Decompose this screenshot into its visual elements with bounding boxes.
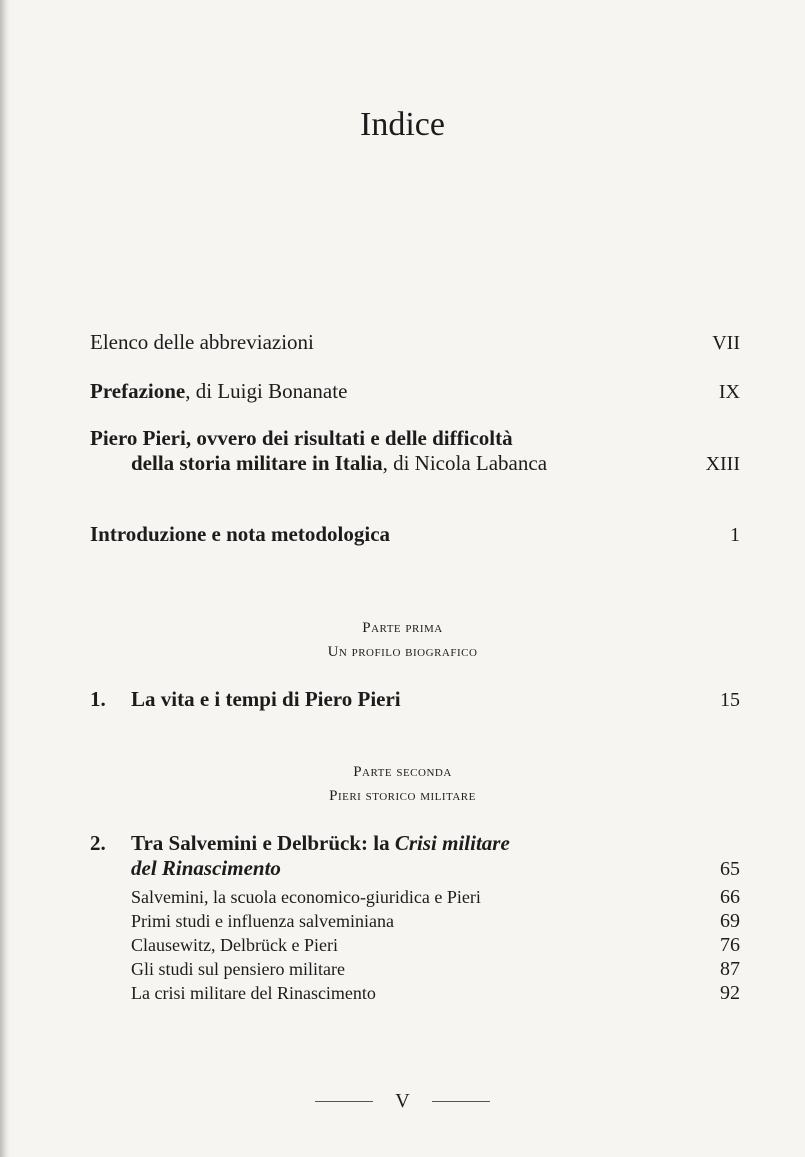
- section-title: Salvemini, la scuola economico-giuridica e Pieri: [131, 887, 481, 907]
- chapter-title: La vita e i tempi di Piero Pieri: [131, 687, 401, 711]
- entry-label-author: , di Luigi Bonanate: [185, 379, 348, 403]
- page-title: Indice: [360, 106, 445, 143]
- part-title: Un profilo biografico: [327, 644, 478, 660]
- entry-label-bold: della storia militare in Italia: [131, 451, 383, 475]
- section-page: 92: [720, 982, 740, 1004]
- toc-entry-abbreviations: [90, 330, 740, 355]
- chapter-number: 2.: [90, 831, 106, 855]
- section-entry: [90, 909, 740, 933]
- part-title: Pieri storico militare: [329, 788, 476, 804]
- entry-label: Introduzione e nota metodologica: [90, 522, 391, 546]
- chapter-title: [131, 831, 510, 856]
- section-title: Primi studi e influenza salveminiana: [131, 911, 394, 931]
- page-edge-shadow: [0, 0, 10, 1157]
- chapter-2: [90, 831, 740, 1005]
- chapter-title-plain: Tra Salvemini e Delbrück: la: [131, 831, 395, 855]
- page-number: V: [395, 1090, 410, 1112]
- chapter-1: [90, 687, 740, 712]
- section-entry: [90, 981, 740, 1005]
- chapter-page: 65: [720, 858, 740, 880]
- chapter-title-italic: Crisi militare: [394, 831, 510, 855]
- toc-entry-essay: [90, 426, 740, 476]
- section-entry: [90, 933, 740, 957]
- entry-label-bold: Prefazione: [90, 379, 186, 403]
- part-label: Parte prima: [362, 620, 443, 636]
- section-entry: [90, 957, 740, 981]
- entry-label-author: , di Nicola Labanca: [382, 451, 548, 475]
- entry-label-line2: [90, 451, 740, 476]
- section-page: 66: [720, 886, 740, 908]
- toc-entry-introduction: [90, 522, 740, 547]
- entry-label: [90, 379, 347, 404]
- chapter-number: 1.: [90, 687, 106, 711]
- entry-page: IX: [718, 381, 740, 403]
- page-footer: [0, 1090, 805, 1113]
- footer-rule-left: [315, 1101, 373, 1102]
- entry-page: XIII: [705, 453, 740, 475]
- section-title: Clausewitz, Delbrück e Pieri: [131, 935, 338, 955]
- chapter-page: 15: [720, 689, 740, 711]
- entry-page: VII: [712, 332, 740, 354]
- section-entry: [90, 885, 740, 909]
- section-title: La crisi militare del Rinascimento: [131, 983, 376, 1003]
- chapter-title-continued: del Rinascimento: [131, 856, 281, 880]
- entry-label: Elenco delle abbreviazioni: [90, 330, 314, 354]
- footer-rule-right: [432, 1101, 490, 1102]
- section-title: Gli studi sul pensiero militare: [131, 959, 345, 979]
- section-page: 76: [720, 934, 740, 956]
- entry-page: 1: [730, 524, 740, 546]
- section-page: 69: [720, 910, 740, 932]
- toc-entry-preface: [90, 379, 740, 404]
- entry-label-line1: Piero Pieri, ovvero dei risultati e delle difficoltà: [90, 426, 513, 450]
- part-label: Parte seconda: [353, 764, 452, 780]
- section-page: 87: [720, 958, 740, 980]
